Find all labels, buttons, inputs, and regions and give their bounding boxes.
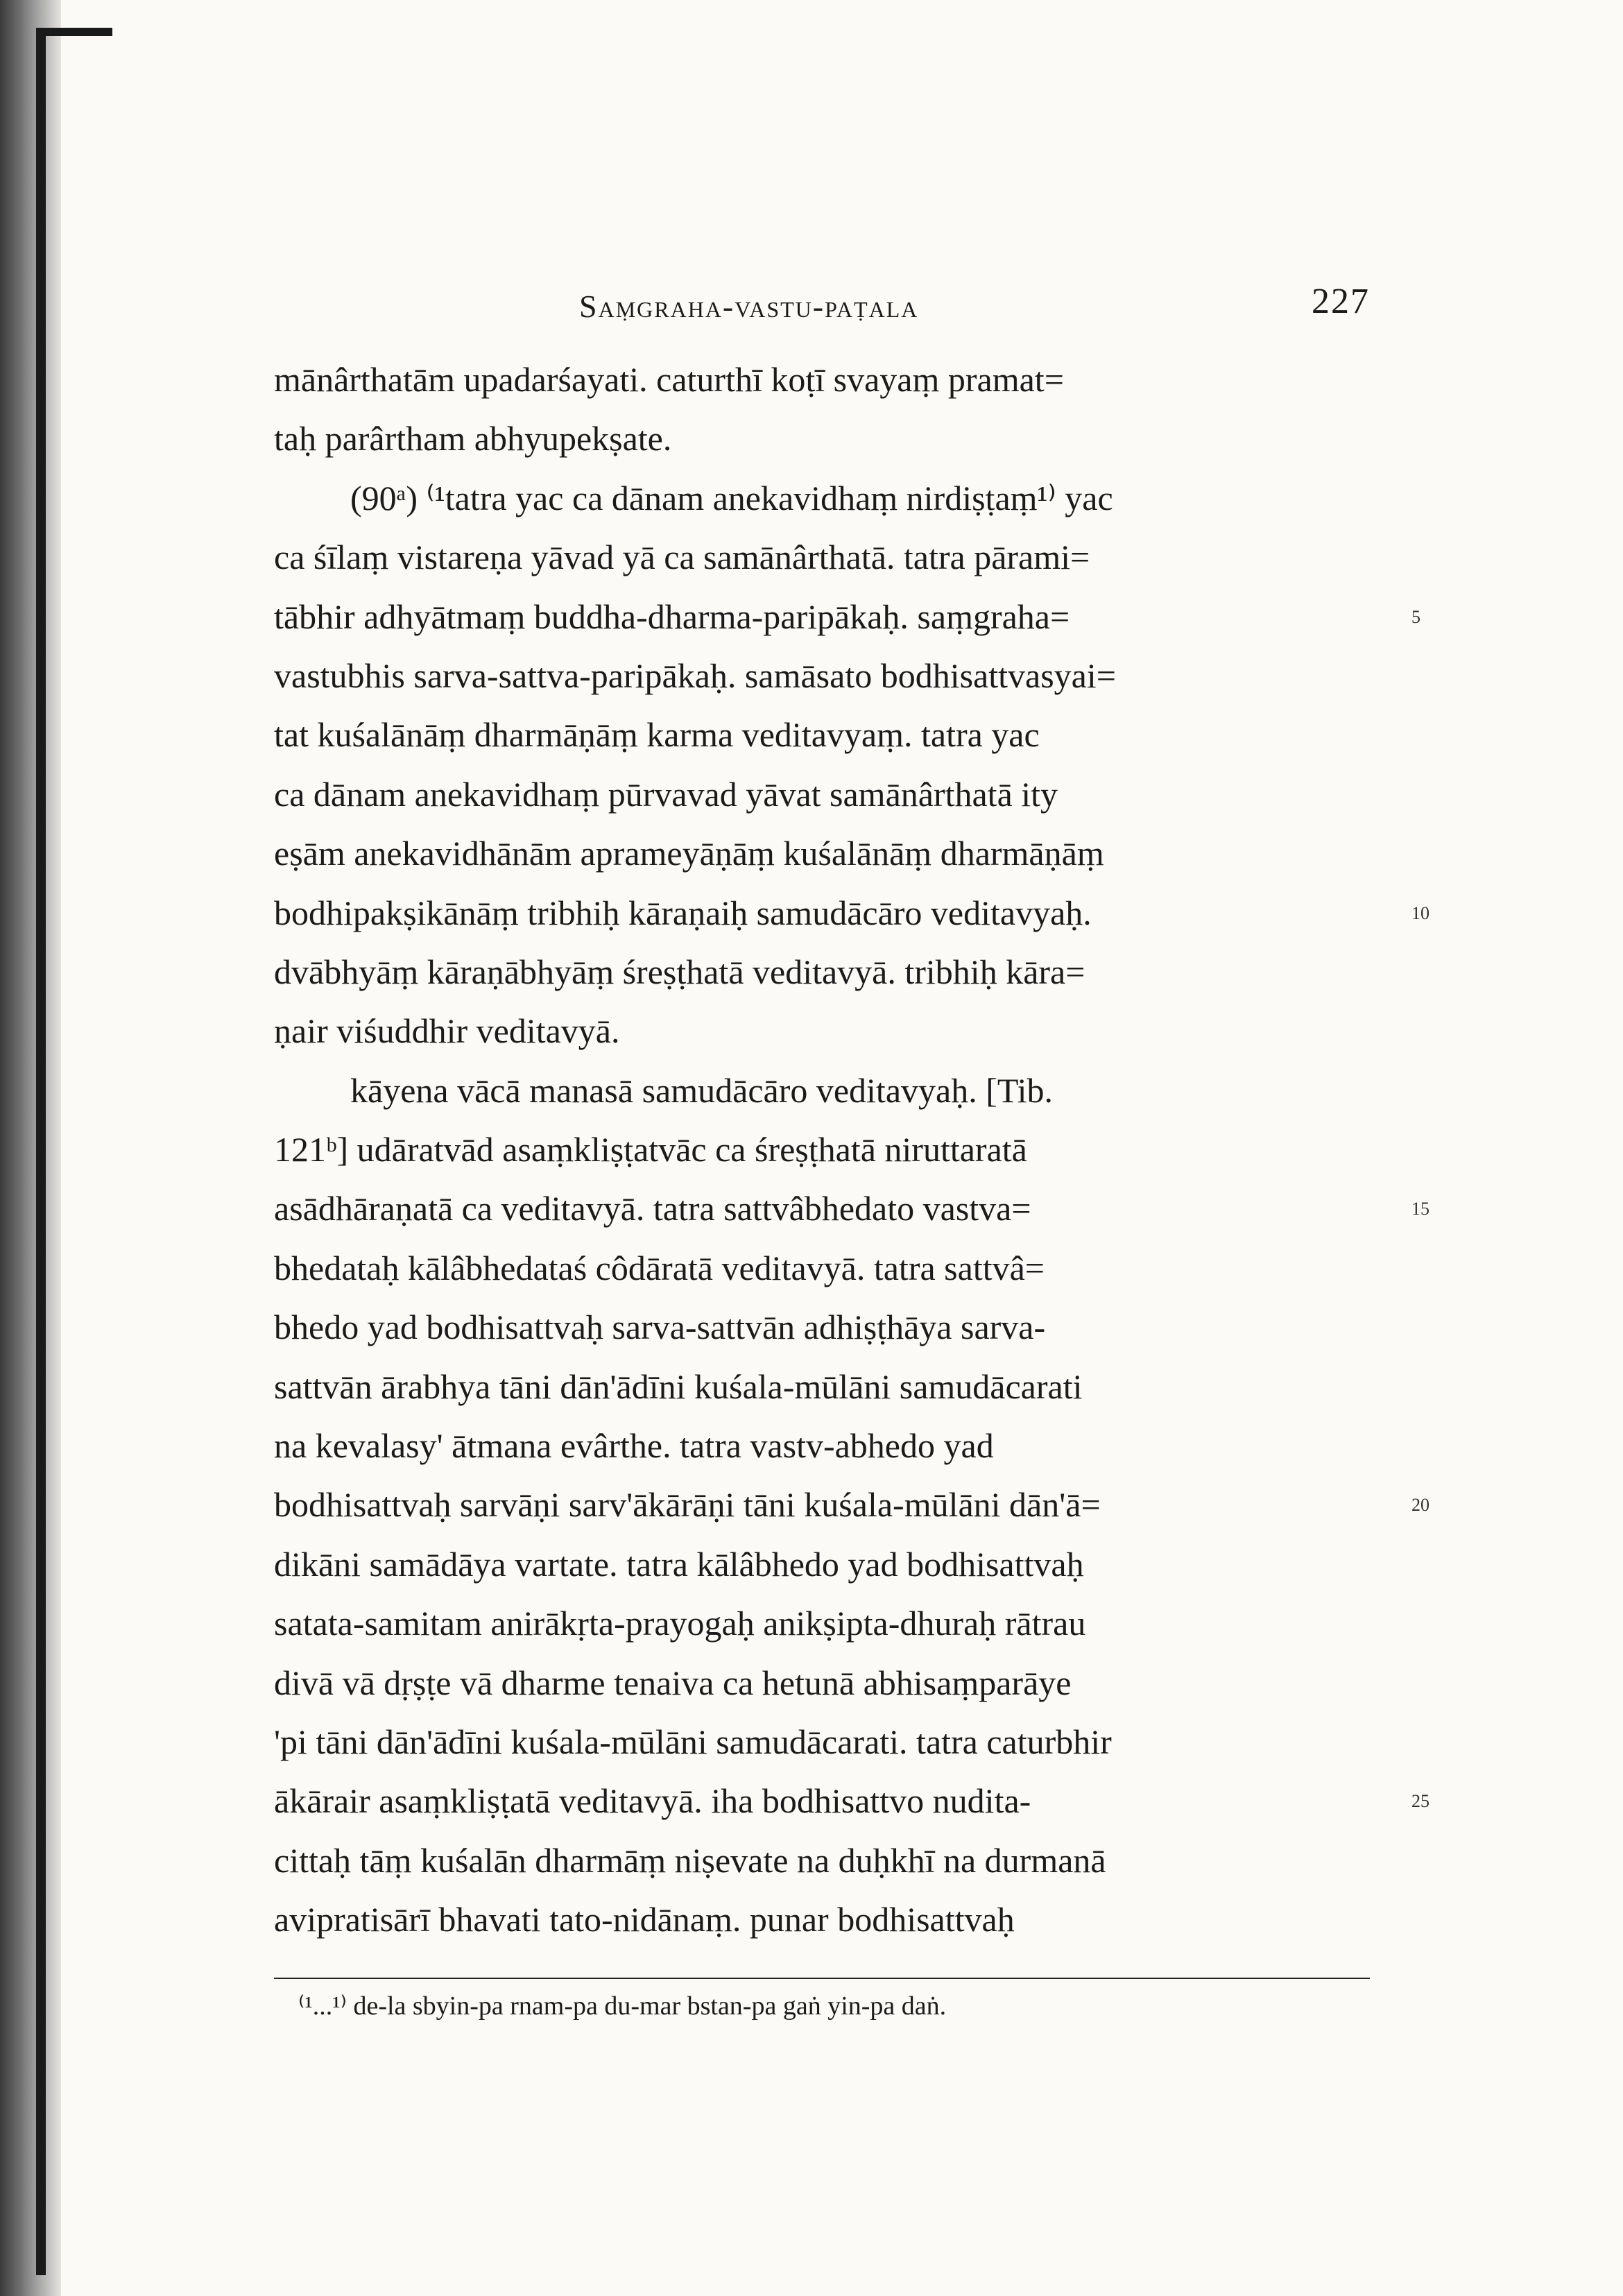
text-line [274, 1890, 1370, 1949]
text-line [274, 824, 1370, 883]
text-line [274, 350, 1370, 409]
line-number: 5 [1411, 606, 1420, 627]
text-line [274, 1120, 1370, 1179]
line-text: ākārair asaṃkliṣṭatā veditavyā. iha bodhisattvo nudita- [274, 1781, 1031, 1821]
line-text: cittaḥ tāṃ kuśalān dharmāṃ niṣevate na duḥkhī na durmanā [274, 1840, 1106, 1880]
line-text: tābhir adhyātmaṃ buddha-dharma-paripākaḥ. saṃgraha= [274, 597, 1070, 636]
text-line [274, 1416, 1370, 1475]
text-line [274, 1298, 1370, 1357]
line-text: ca dānam anekavidhaṃ pūrvavad yāvat samānârthatā ity [274, 774, 1058, 814]
line-text: tat kuśalānāṃ dharmāṇāṃ karma veditavyaṃ. tatra yac [274, 715, 1040, 755]
line-text: 121ᵇ] udāratvād asaṃkliṣṭatvāc ca śreṣṭhatā niruttaratā [274, 1130, 1027, 1170]
text-line [274, 1239, 1370, 1298]
text-line [274, 884, 1429, 943]
text-line [274, 1061, 1370, 1120]
text-line [274, 588, 1420, 646]
text-line [274, 409, 1370, 468]
text-block [274, 350, 1429, 1950]
text-line [274, 1535, 1370, 1594]
page-number: 227 [1312, 282, 1370, 321]
text-line [274, 528, 1370, 587]
line-text: satata-samitam anirākṛta-prayogaḥ anikṣipta-dhuraḥ rātrau [274, 1604, 1086, 1643]
line-text: divā vā dṛṣṭe vā dharme tenaiva ca hetunā abhisaṃparāye [274, 1663, 1072, 1702]
line-number: 10 [1411, 902, 1429, 923]
line-text: eṣām anekavidhānām aprameyāṇāṃ kuśalānāṃ dharmāṇāṃ [274, 834, 1104, 873]
footnote: ⁽¹...¹⁾ de-la sbyin-pa rnam-pa du-mar bstan-pa gaṅ yin-pa daṅ. [298, 1991, 947, 2021]
text-line [274, 943, 1370, 1002]
line-text: bodhipakṣikānāṃ tribhiḥ kāraṇaiḥ samudācāro veditavyaḥ. [274, 893, 1092, 932]
line-text: vastubhis sarva-sattva-paripākaḥ. samāsato bodhisattvasyai= [274, 656, 1116, 695]
text-line [274, 469, 1370, 528]
line-text: ca śīlaṃ vistareṇa yāvad yā ca samānârthatā. tatra pārami= [274, 538, 1090, 577]
line-text: asādhāraṇatā ca veditavyā. tatra sattvâbhedato vastva= [274, 1189, 1031, 1228]
text-line [274, 1831, 1370, 1890]
line-text: kāyena vācā manasā samudācāro veditavyaḥ. [Tib. [350, 1070, 1054, 1110]
footnote-rule [274, 1978, 1370, 1979]
line-text: dvābhyāṃ kāraṇābhyāṃ śreṣṭhatā veditavyā. tribhiḥ kāra= [274, 952, 1085, 991]
text-line [274, 646, 1370, 705]
line-text: sattvān ārabhya tāni dān'ādīni kuśala-mūlāni samudācarati [274, 1367, 1083, 1406]
line-number: 15 [1411, 1199, 1429, 1219]
line-text: ṇair viśuddhir veditavyā. [274, 1011, 620, 1051]
running-title: Saṃgraha-vastu-paṭala [579, 289, 919, 324]
line-text: bhedataḥ kālâbhedataś côdāratā veditavyā. tatra sattvâ= [274, 1248, 1045, 1287]
line-text: na kevalasy' ātmana evârthe. tatra vastv-abhedo yad [274, 1426, 994, 1466]
text-line [274, 765, 1370, 824]
text-line [274, 1772, 1429, 1831]
text-line [274, 1179, 1429, 1238]
line-text: 'pi tāni dān'ādīni kuśala-mūlāni samudācarati. tatra caturbhir [274, 1722, 1112, 1761]
book-binding-edge [0, 0, 61, 2296]
line-text: taḥ parârtham abhyupekṣate. [274, 419, 672, 459]
line-number: 25 [1411, 1791, 1429, 1812]
binding-shadow-line [36, 28, 46, 2275]
line-text: bhedo yad bodhisattvaḥ sarva-sattvān adhiṣṭhāya sarva- [274, 1308, 1046, 1347]
text-line [274, 1475, 1429, 1534]
text-line [274, 1002, 1370, 1061]
line-text: (90ᵃ) ⁽¹tatra yac ca dānam anekavidhaṃ nirdiṣṭaṃ¹⁾ yac [350, 478, 1113, 517]
text-line [274, 1654, 1370, 1713]
page-header [274, 274, 1370, 336]
line-number: 20 [1411, 1495, 1429, 1516]
line-text: dikāni samādāya vartate. tatra kālâbhedo yad bodhisattvaḥ [274, 1544, 1084, 1584]
page-body [274, 274, 1429, 1950]
text-line [274, 1594, 1370, 1653]
line-text: bodhisattvaḥ sarvāṇi sarv'ākārāṇi tāni kuśala-mūlāni dān'ā= [274, 1485, 1101, 1525]
line-text: avipratisārī bhavati tato-nidānaṃ. punar bodhisattvaḥ [274, 1900, 1015, 1939]
text-line [274, 1713, 1370, 1772]
line-text: mānârthatām upadarśayati. caturthī koṭī svayaṃ pramat= [274, 360, 1064, 399]
text-line [274, 705, 1370, 764]
text-line [274, 1357, 1370, 1416]
binding-corner-mark [36, 28, 112, 36]
